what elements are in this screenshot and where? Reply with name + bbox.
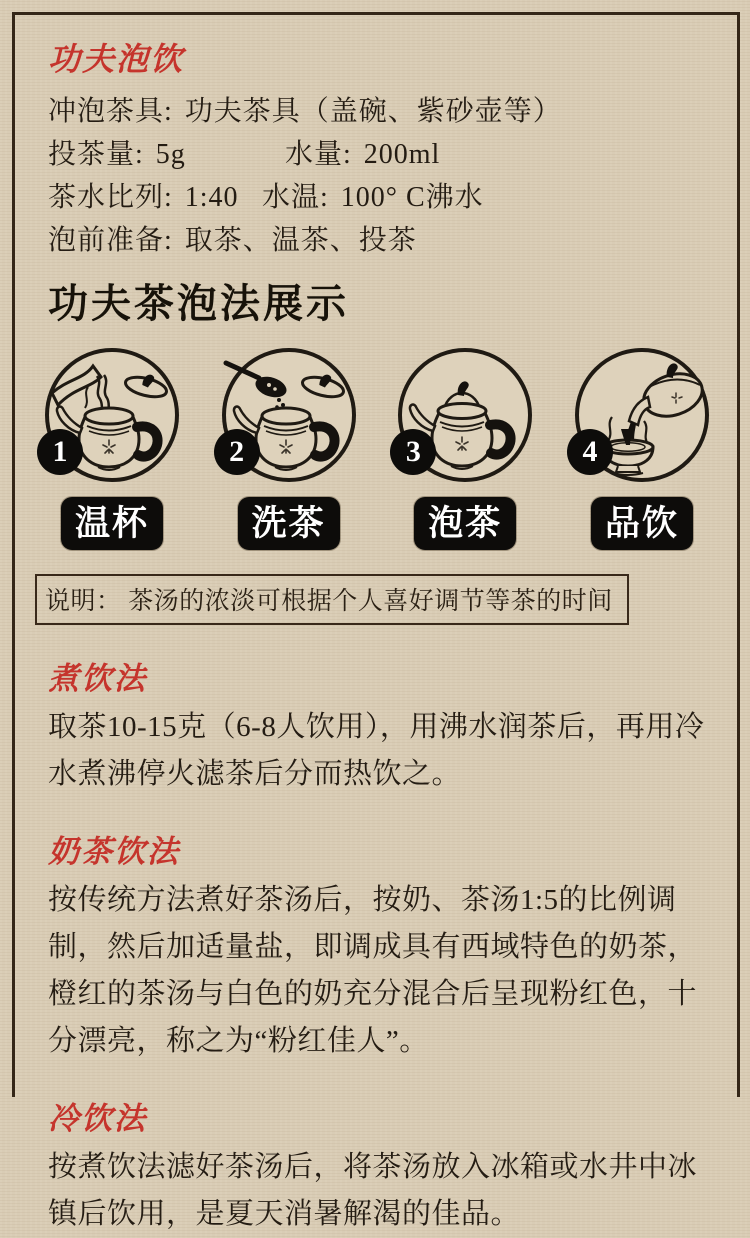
step-rinse-tea — [209, 345, 369, 550]
kungfu-brew-title: 功夫泡饮 — [48, 41, 185, 77]
step-taste-drink — [562, 345, 722, 550]
boil-method-section — [48, 653, 706, 798]
brew-tools-line — [48, 90, 706, 133]
water-amount-label: 水量: — [285, 139, 352, 170]
milk-tea-method-body: 按传统方法煮好茶汤后，按奶、茶汤1:5的比例调制，然后加适量盐，即调成具有西域特色的奶茶，橙红的茶汤与白色的奶充分混合后呈现粉红色，十分漂亮，称之为“粉红佳人”。 — [48, 884, 698, 1057]
water-amount-value: 200ml — [363, 139, 441, 170]
step3-number-badge: 3 — [390, 429, 436, 475]
step2-illustration — [219, 345, 359, 485]
tea-water-ratio-value: 1:40 — [184, 182, 239, 213]
cold-drink-method-section — [48, 1093, 706, 1238]
ratio-temp-line — [48, 176, 706, 219]
preparation-value: 取茶、温茶、投茶 — [184, 225, 417, 256]
preparation-line — [48, 219, 706, 262]
step4-label: 品饮 — [591, 497, 693, 550]
tea-dose-value: 5g — [155, 139, 186, 170]
brewing-steps-row — [32, 345, 722, 550]
milk-tea-method-title: 奶茶饮法 — [48, 834, 180, 869]
step-warm-cup — [32, 345, 192, 550]
tea-water-ratio-label: 茶水比列: — [48, 182, 173, 213]
step1-illustration — [42, 345, 182, 485]
water-temp-label: 水温: — [262, 182, 329, 213]
tea-dose-label: 投茶量: — [48, 139, 144, 170]
dose-water-line — [48, 133, 706, 176]
water-temp-value: 100° C沸水 — [340, 182, 484, 213]
boil-method-title: 煮饮法 — [48, 661, 147, 696]
boil-method-body: 取茶10-15克（6-8人饮用），用沸水润茶后，再用冷水煮沸停火滤茶后分而热饮之。 — [48, 711, 705, 790]
step2-label: 洗茶 — [238, 497, 340, 550]
step2-number-badge: 2 — [214, 429, 260, 475]
step3-label: 泡茶 — [414, 497, 516, 550]
step4-number-badge: 4 — [567, 429, 613, 475]
step3-illustration — [395, 345, 535, 485]
brewing-demo-heading: 功夫茶泡法展示 — [48, 282, 349, 326]
milk-tea-method-section — [48, 826, 706, 1065]
step1-label: 温杯 — [61, 497, 163, 550]
step4-illustration — [572, 345, 712, 485]
preparation-label: 泡前准备: — [48, 225, 173, 256]
step-brew-tea — [385, 345, 545, 550]
brew-tools-label: 冲泡茶具: — [48, 96, 173, 127]
cold-drink-method-title: 冷饮法 — [48, 1101, 147, 1136]
cold-drink-method-body: 按煮饮法滤好茶汤后，将茶汤放入冰箱或水井中冰镇后饮用，是夏天消暑解渴的佳品。 — [48, 1151, 698, 1230]
brewing-note-box: 说明： 茶汤的浓淡可根据个人喜好调节等茶的时间 — [35, 574, 629, 625]
step1-number-badge: 1 — [37, 429, 83, 475]
brew-tools-value: 功夫茶具（盖碗、紫砂壶等） — [184, 96, 562, 127]
